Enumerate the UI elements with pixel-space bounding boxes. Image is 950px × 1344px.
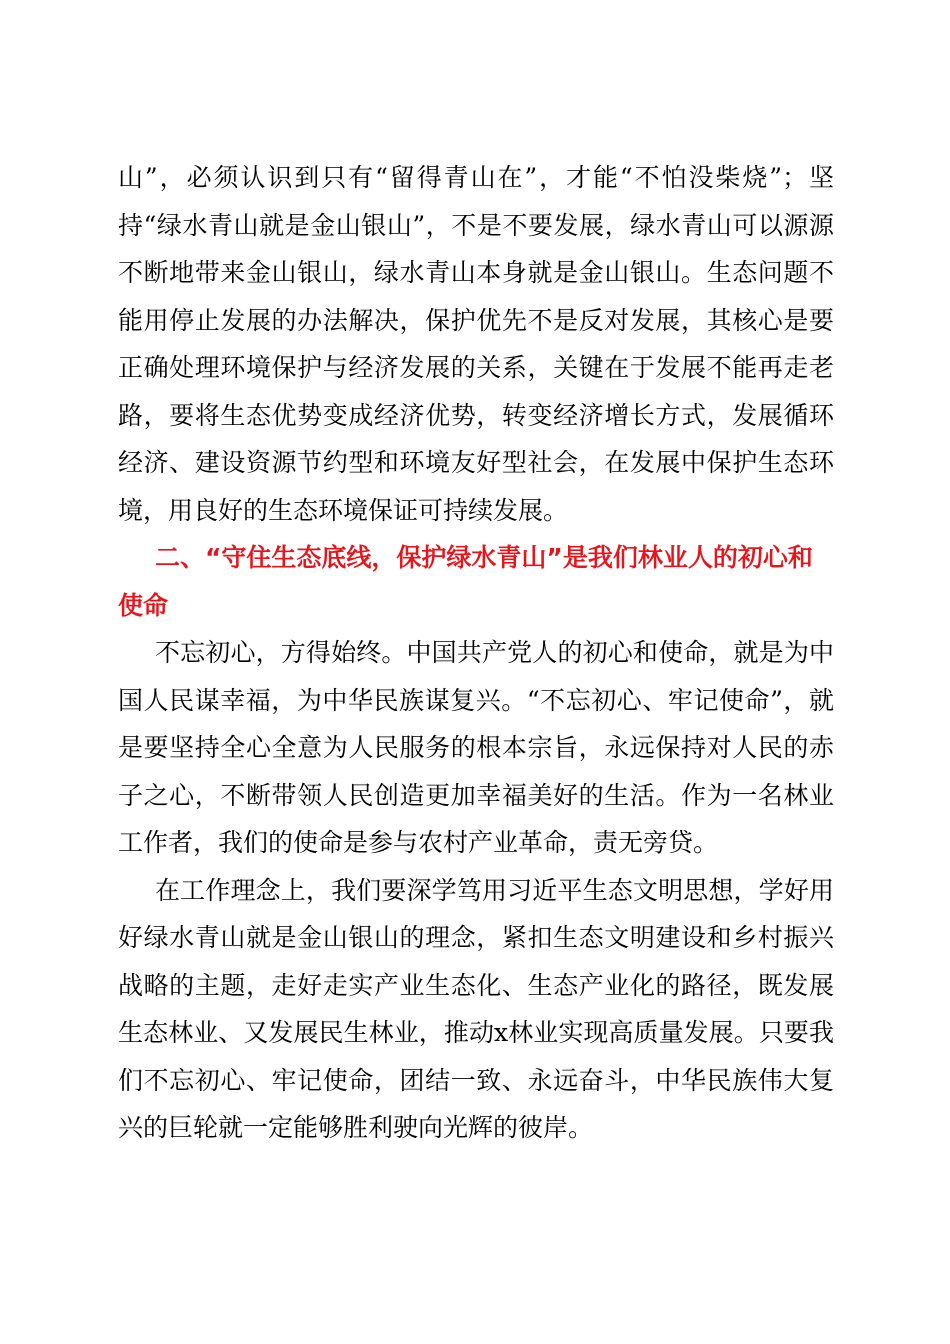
section-heading-2: 二、“守住生态底线，保护绿水青山”是我们林业人的初心和使命 [118,543,813,620]
body-paragraph-work-concept: 在工作理念上，我们要深学笃用习近平生态文明思想，学好用好绿水青山就是金山银山的理念，紧扣生态文明建设和乡村振兴战略的主题，走好走实产业生态化、生态产业化的路径，既发展生态林业、又发展民生林业，推动x林业实现高质量发展。只要我们不忘初心、牢记使命，团结一致、永远奋斗，中华民族伟大复兴的巨轮就一定能够胜利驶向光辉的彼岸。 [118,875,834,1142]
document-body [118,154,834,1152]
body-paragraph-mission: 不忘初心，方得始终。中国共产党人的初心和使命，就是为中国人民谋幸福，为中华民族谋复兴。“不忘初心、牢记使命”，就是要坚持全心全意为人民服务的根本宗旨，永远保持对人民的赤子之心，不断带领人民创造更加幸福美好的生活。作为一名林业工作者，我们的使命是参与农村产业革命，责无旁贷。 [118,638,834,857]
body-paragraph-continued: 山”，必须认识到只有“留得青山在”，才能“不怕没柴烧”；坚持“绿水青山就是金山银山”，不是不要发展，绿水青山可以源源不断地带来金山银山，绿水青山本身就是金山银山。生态问题不能用停止发展的办法解决，保护优先不是反对发展，其核心是要正确处理环境保护与经济发展的关系，关键在于发展不能再走老路，要将生态优势变成经济优势，转变经济增长方式，发展循环经济、建设资源节约型和环境友好型社会，在发展中保护生态环境，用良好的生态环境保证可持续发展。 [118,163,834,525]
